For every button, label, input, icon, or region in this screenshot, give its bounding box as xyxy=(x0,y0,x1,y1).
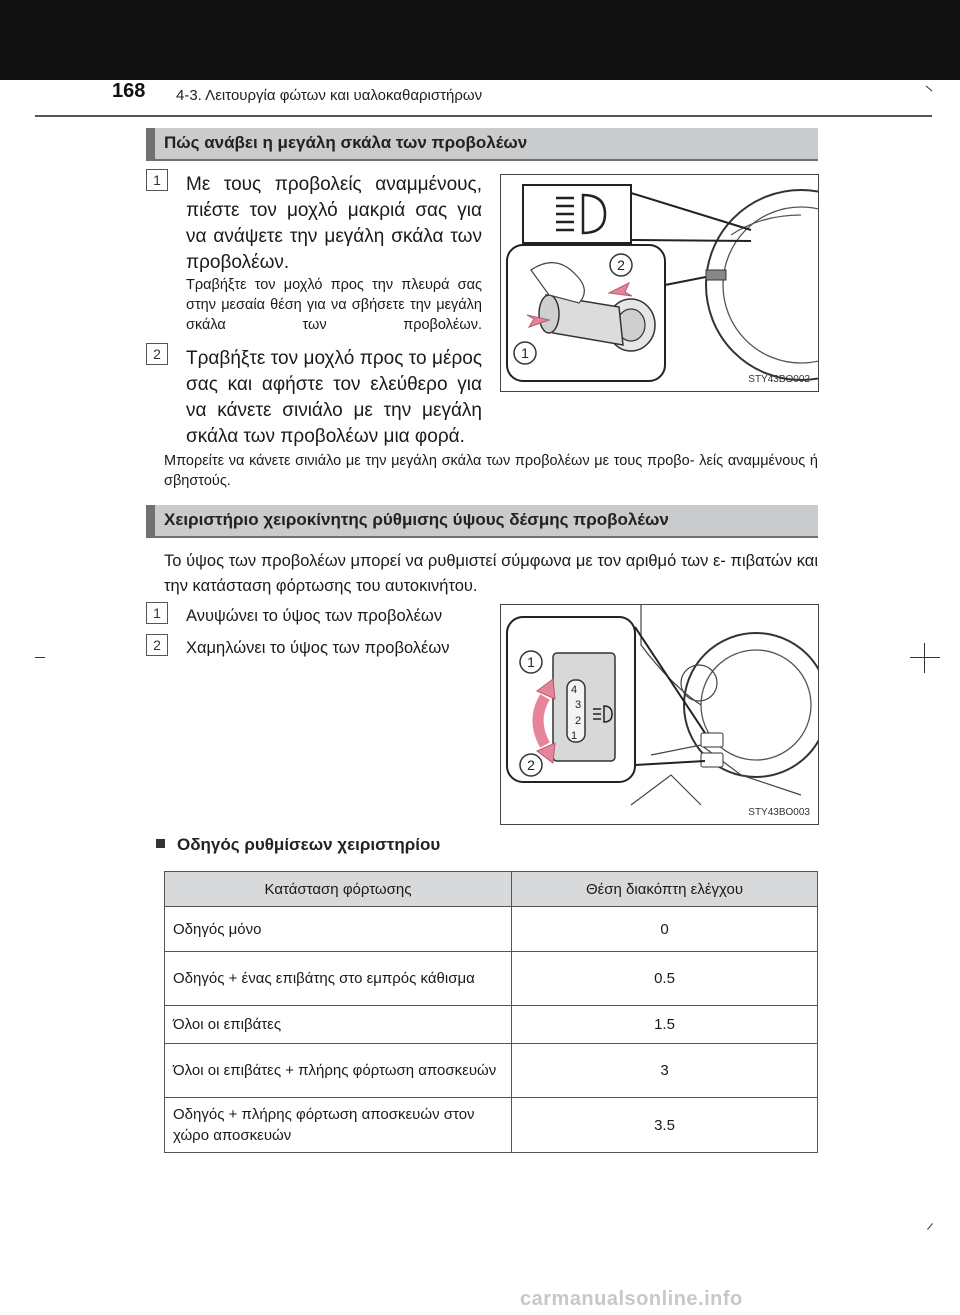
crop-mark xyxy=(926,86,933,92)
callout-2 xyxy=(610,254,632,276)
running-title: 4-3. Λειτουργία φώτων και υαλοκαθαριστήρων xyxy=(176,87,483,104)
table-row xyxy=(165,952,818,1006)
svg-text:1: 1 xyxy=(153,605,161,621)
steering-wheel-inner xyxy=(723,207,818,363)
table-row xyxy=(165,907,818,952)
table-cell-position: 3.5 xyxy=(512,1098,818,1153)
table-row xyxy=(165,1044,818,1098)
bullet-square-icon xyxy=(156,839,165,848)
step-1-text: Με τους προβολείς αναμμένους, πιέστε τον μοχλό μακριά σας για να ανάψετε την μεγάλη σκάλα των προβολέων. xyxy=(186,174,482,273)
table-cell-load: Όλοι οι επιβάτες + πλήρης φόρτωση αποσκευών xyxy=(165,1044,512,1098)
section-heading-beam-height xyxy=(146,505,818,538)
dial-mark: 2 xyxy=(575,715,582,727)
step-2-number-icon xyxy=(146,343,168,365)
table-cell-position: 0.5 xyxy=(512,952,818,1006)
step-2-text: Τραβήξτε τον μοχλό προς το μέρος σας και αφήστε τον ελεύθερο για να κάνετε σινιάλο με την μεγάλη σκάλα των προβολέων μια φορά. xyxy=(186,348,482,447)
svg-text:2: 2 xyxy=(153,637,161,653)
item-2-number-icon xyxy=(146,634,168,656)
lever-illustration xyxy=(501,175,818,391)
figure-code: STY43BO003 xyxy=(748,807,810,818)
svg-text:1: 1 xyxy=(153,172,161,188)
dial-mark: 4 xyxy=(571,684,578,696)
table-cell-load: Οδηγός + ένας επιβάτης στο εμπρός κάθισμα xyxy=(165,952,512,1006)
crop-mark xyxy=(927,1223,933,1230)
table-cell-position: 3 xyxy=(512,1044,818,1098)
crop-mark xyxy=(924,643,925,673)
header-rule xyxy=(35,115,932,117)
table-header-row xyxy=(165,872,818,907)
dial-illustration xyxy=(501,605,818,824)
table-header-cell: Θέση διακόπτη ελέγχου xyxy=(512,872,818,907)
crop-mark xyxy=(910,657,940,658)
settings-table xyxy=(164,871,818,1153)
signal-note: Μπορείτε να κάνετε σινιάλο με την μεγάλη σκάλα των προβολέων με τους προβο- λείς αναμμένους ή σβηστούς. xyxy=(164,453,818,489)
crop-mark xyxy=(35,657,45,658)
stalk-right xyxy=(706,270,726,280)
top-band xyxy=(0,0,960,80)
table-cell-position: 1.5 xyxy=(512,1006,818,1044)
callout-1 xyxy=(520,651,542,673)
callout-1 xyxy=(514,342,536,364)
figure-code: STY43BO002 xyxy=(748,374,810,385)
svg-text:2: 2 xyxy=(527,757,535,773)
figure-headlight-lever xyxy=(500,174,819,392)
table-header-cell: Κατάσταση φόρτωσης xyxy=(165,872,512,907)
figure-dial xyxy=(500,604,819,825)
section-title: Χειριστήριο χειροκίνητης ρύθμισης ύψους δέσμης προβολέων xyxy=(164,510,669,529)
item-1-number-icon xyxy=(146,602,168,624)
step-1-number-icon xyxy=(146,169,168,191)
section-title: Πώς ανάβει η μεγάλη σκάλα των προβολέων xyxy=(164,133,528,152)
dial-mark: 3 xyxy=(575,699,582,711)
step-1-note: Τραβήξτε τον μοχλό προς την πλευρά σας στην μεσαία θέση για να σβήσετε την μεγάλη σκάλα των προβολέων. xyxy=(186,277,482,333)
callout-2 xyxy=(520,754,542,776)
dial-mark: 1 xyxy=(571,730,578,742)
table-cell-position: 0 xyxy=(512,907,818,952)
switch-upper xyxy=(701,733,723,747)
section-heading-high-beam xyxy=(146,128,818,161)
table-cell-load: Οδηγός + πλήρης φόρτωση αποσκευών στον χώρο αποσκευών xyxy=(165,1098,512,1153)
table-row xyxy=(165,1098,818,1153)
table-cell-load: Οδηγός μόνο xyxy=(165,907,512,952)
table-cell-load: Όλοι οι επιβάτες xyxy=(165,1006,512,1044)
svg-text:2: 2 xyxy=(617,257,625,273)
svg-text:1: 1 xyxy=(521,345,529,361)
item-2-text: Χαμηλώνει το ύψος των προβολέων xyxy=(186,639,450,657)
guide-heading-text: Οδηγός ρυθμίσεων χειριστηρίου xyxy=(177,835,441,854)
guide-heading xyxy=(156,835,440,855)
svg-text:2: 2 xyxy=(153,346,161,362)
switch-lower xyxy=(701,753,723,767)
svg-text:1: 1 xyxy=(527,654,535,670)
section-accent-bar xyxy=(146,128,155,159)
watermark: carmanualsonline.info xyxy=(520,1288,743,1310)
item-1-text: Ανυψώνει το ύψος των προβολέων xyxy=(186,607,443,625)
page-number: 168 xyxy=(112,80,146,102)
section-intro: Το ύψος των προβολέων μπορεί να ρυθμιστεί σύμφωνα με τον αριθμό των ε- πιβατών και την κατάσταση φόρτωσης του αυτοκινήτου. xyxy=(164,552,818,595)
section-accent-bar xyxy=(146,505,155,536)
callout-box xyxy=(523,185,631,243)
table-row xyxy=(165,1006,818,1044)
